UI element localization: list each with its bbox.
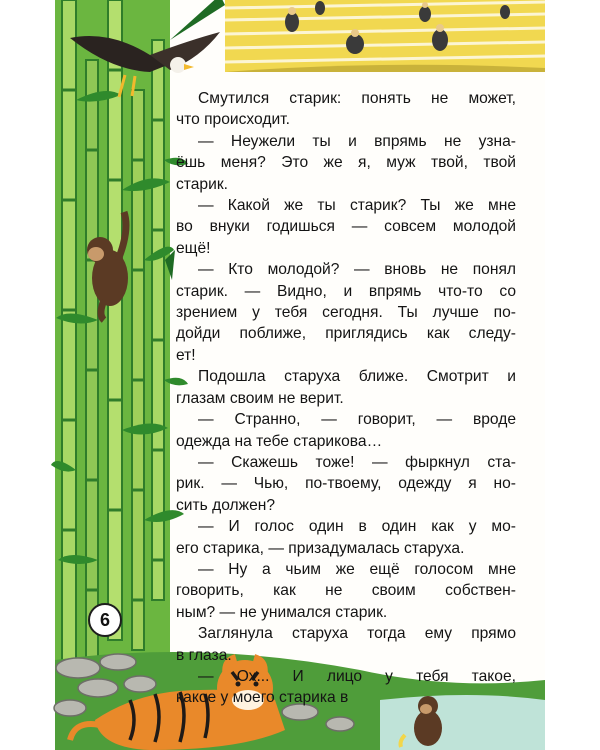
paragraph-line: говорить, как не своим собствен- (176, 582, 516, 600)
paragraph-line: старик. (176, 175, 228, 193)
paragraph-line: какое у моего старика в (176, 689, 349, 707)
paragraph-line: ным? — не унимался старик. (176, 603, 388, 621)
paragraph-line: ещё! (176, 239, 211, 257)
paragraph-first-line: — Скажешь тоже! — фыркнул ста- (198, 453, 516, 471)
paragraph-line: его старика, — призадумалась старуха. (176, 539, 465, 557)
paragraph-line: ёшь меня? Это же я, муж твой, твой (176, 154, 516, 172)
paragraph-first-line: — Ну а чьим же ещё голосом мне (198, 560, 516, 578)
paragraph-first-line: Заглянула старуха тогда ему прямо (198, 625, 516, 643)
paragraph-line: глазам своим не верит. (176, 389, 344, 407)
paragraph-first-line: Подошла старуха ближе. Смотрит и (198, 368, 516, 386)
story-text (176, 88, 516, 709)
paragraph-first-line: — Какой же ты старик? Ты же мне (198, 197, 516, 215)
paragraph-line: что происходит. (176, 111, 290, 129)
paragraph-line: ет! (176, 346, 196, 364)
paragraph-line: рик. — Чью, по-твоему, одежду я но- (176, 475, 516, 493)
page-number-badge: 6 (88, 603, 122, 637)
paragraph-first-line: — Неужели ты и впрямь не узна- (198, 132, 516, 150)
paragraph-first-line: — И голос один в один как у мо- (198, 518, 516, 536)
paragraph-first-line: — Ох... И лицо у тебя такое, (198, 667, 516, 685)
paragraph-first-line: — Странно, — говорит, — вроде (198, 411, 516, 429)
rice-field-scene (225, 0, 545, 72)
paragraph-line: одежда на тебе старикова… (176, 432, 383, 450)
paragraph-line: в глаза. (176, 646, 232, 664)
paragraph-line: зрением у тебя сегодня. Ты лучше по- (176, 304, 516, 322)
paragraph-line: сить должен? (176, 496, 276, 514)
paragraph-line: во внуки годишься — совсем молодой (176, 218, 516, 236)
paragraph-first-line: — Кто молодой? — вновь не понял (198, 261, 516, 279)
paragraph-line: дойди поближе, приглядись как следу- (176, 325, 516, 343)
paragraph-line: старик. — Видно, и впрямь что-то со (176, 282, 516, 300)
paragraph-first-line: Смутился старик: понять не может, (198, 90, 516, 107)
